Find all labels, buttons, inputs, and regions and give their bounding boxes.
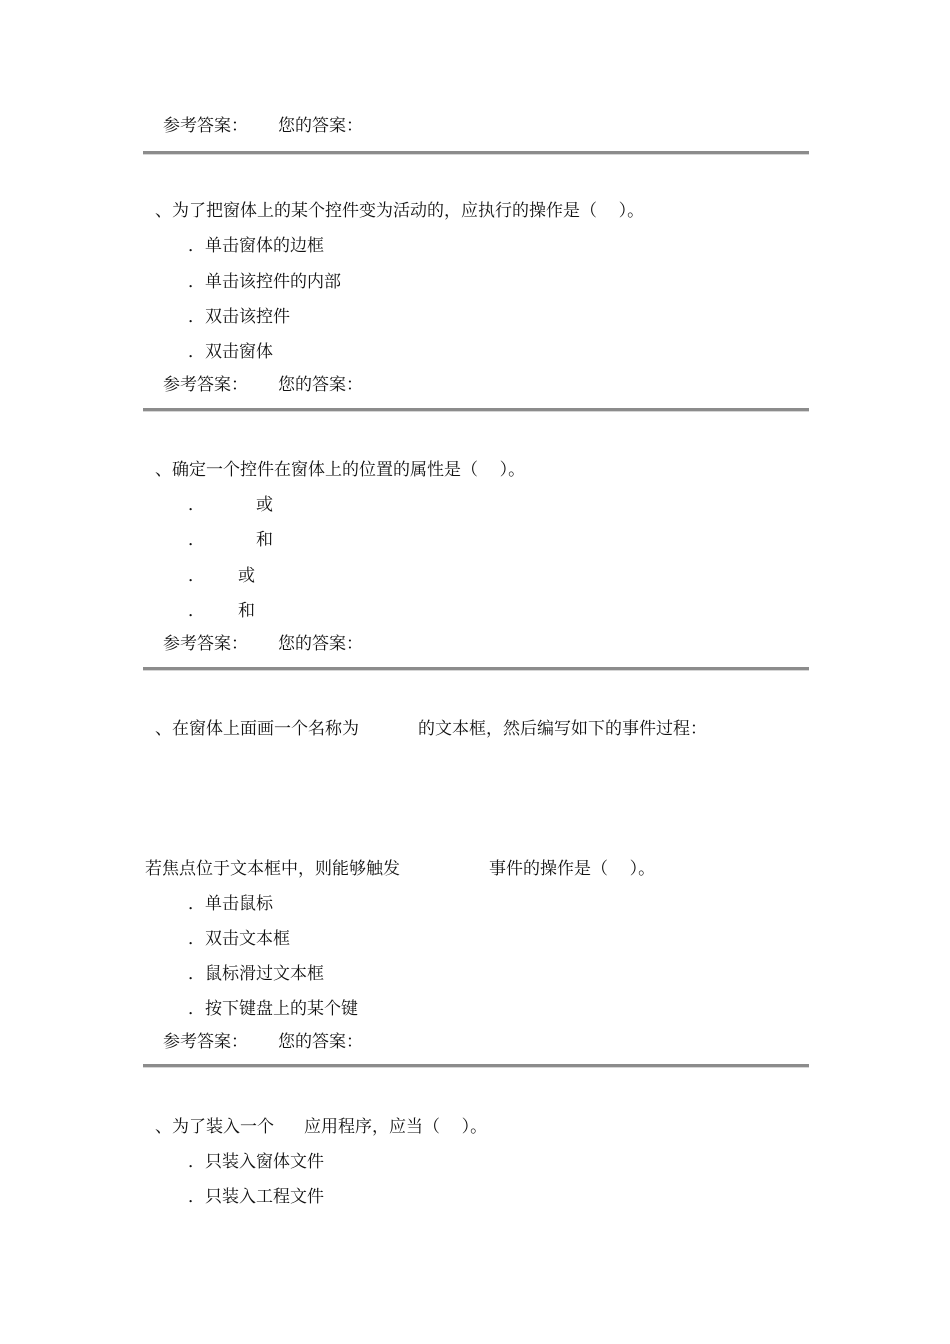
question-2-option-b-word: 和 <box>256 530 273 550</box>
question-2-option-a-word: 或 <box>256 495 273 515</box>
your-answer-label: 您的答案： <box>278 375 363 395</box>
question-3-option-b: ．双击文本框 <box>188 929 290 949</box>
question-4-option-a: ．只装入窗体文件 <box>188 1152 324 1172</box>
question-1-option-c: ．双击该控件 <box>188 307 290 327</box>
question-2-option-d-dot: ． <box>188 601 205 621</box>
question-3-option-c: ．鼠标滑过文本框 <box>188 964 324 984</box>
your-answer-label: 您的答案： <box>278 1032 363 1052</box>
question-2-stem: 、确定一个控件在窗体上的位置的属性是（ ）。 <box>155 460 526 480</box>
section-divider <box>143 1064 809 1068</box>
your-answer-label: 您的答案： <box>278 634 363 654</box>
question-2-option-c-dot: ． <box>188 566 205 586</box>
question-3-option-d: ．按下键盘上的某个键 <box>188 999 358 1019</box>
question-4-stem-start: 、为了装入一个 <box>155 1117 274 1137</box>
question-1-option-d: ．双击窗体 <box>188 342 273 362</box>
reference-answer-label: 参考答案： <box>163 375 248 395</box>
question-3-stem-end: 的文本框，然后编写如下的事件过程： <box>418 719 707 739</box>
section-divider <box>143 151 809 155</box>
section-divider <box>143 667 809 671</box>
question-2-option-c-word: 或 <box>238 566 255 586</box>
question-4-stem-end: 应用程序，应当（ ）。 <box>304 1117 488 1137</box>
question-1-stem: 、为了把窗体上的某个控件变为活动的，应执行的操作是（ ）。 <box>155 201 645 221</box>
question-3-continuation-end: 事件的操作是（ ）。 <box>489 859 656 879</box>
question-3-option-a: ．单击鼠标 <box>188 894 273 914</box>
question-1-option-b: ．单击该控件的内部 <box>188 272 341 292</box>
question-3-stem-start: 、在窗体上面画一个名称为 <box>155 719 359 739</box>
section-divider <box>143 408 809 412</box>
question-2-option-b-dot: ． <box>188 530 205 550</box>
reference-answer-label: 参考答案： <box>163 634 248 654</box>
question-2-option-d-word: 和 <box>238 601 255 621</box>
question-2-option-a-dot: ． <box>188 495 205 515</box>
question-3-continuation-start: 若焦点位于文本框中，则能够触发 <box>145 859 400 879</box>
reference-answer-label: 参考答案： <box>163 116 248 136</box>
question-1-option-a: ．单击窗体的边框 <box>188 236 324 256</box>
your-answer-label: 您的答案： <box>278 116 363 136</box>
question-4-option-b: ．只装入工程文件 <box>188 1187 324 1207</box>
reference-answer-label: 参考答案： <box>163 1032 248 1052</box>
